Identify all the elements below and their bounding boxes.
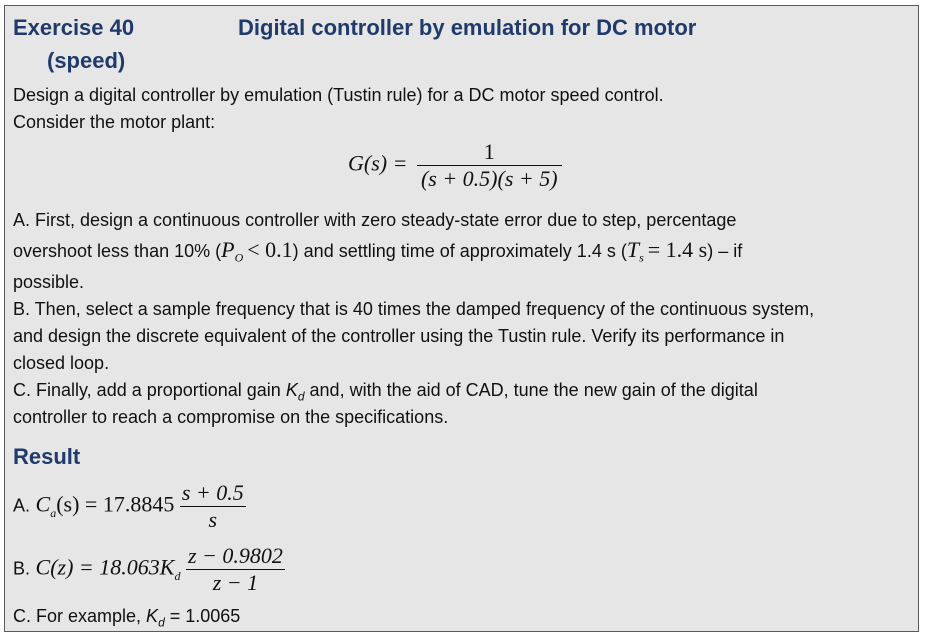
part-c-text-1: C. Finally, add a proportional gain [13,380,286,400]
part-a-text-1: overshoot less than 10% ( [13,241,222,261]
result-b-k: K [159,554,175,580]
po-condition: < 0.1 [247,237,293,262]
plant-equation [348,139,562,192]
plant-fraction [417,139,562,192]
part-c-line-2: controller to reach a compromise on the specifications. [13,407,449,427]
result-a-fraction [180,480,246,533]
kd-subscript: d [297,389,305,404]
intro-line-2: Consider the motor plant: [13,112,216,132]
plant-lhs: G(s) = [348,150,408,176]
part-a-text-3: ) – if [707,241,743,261]
po-subscript: O [234,250,244,265]
result-b-denominator: z − 1 [186,569,285,596]
part-b-line-1: B. Then, select a sample frequency that is 40 times the damped frequency of the continuous system, [13,299,815,319]
result-a-lhs: (s) = 17.8845 [56,491,175,517]
result-a-subscript: a [50,505,57,520]
result-c-line [13,606,240,630]
result-b-numerator: z − 0.9802 [187,543,283,568]
result-heading: Result [13,444,81,469]
plant-denominator: (s + 0.5)(s + 5) [417,165,562,192]
part-b-line-3: closed loop. [13,353,110,373]
plant-numerator: 1 [483,139,495,164]
result-a-denominator: s [180,506,246,533]
part-a-line-2 [13,237,742,266]
exercise-card [4,5,919,632]
result-b-subscript: d [174,568,181,583]
ts-condition: = 1.4 s [647,237,708,262]
part-b-line-2: and design the discrete equivalent of the controller using the Tustin rule. Verify its performance in [13,326,785,346]
ts-subscript: s [639,250,644,265]
result-b-fraction [186,543,285,596]
result-c-k: K [146,606,159,626]
intro-line-1: Design a digital controller by emulation (Tustin rule) for a DC motor speed control. [13,85,664,105]
result-a-equation [13,480,246,533]
result-b-lhs: C(z) = 18.063 [35,554,160,580]
result-a-c: C [35,491,51,517]
part-c-line-1 [13,380,758,404]
result-a-label: A. [13,495,31,516]
exercise-number: Exercise 40 [13,15,135,40]
result-a-numerator: s + 0.5 [181,480,244,505]
result-c-text-2: = 1.0065 [164,606,241,626]
part-a-line-3: possible. [13,272,85,292]
ts-symbol: T [626,237,640,262]
part-a-text-2: ) and settling time of approximately 1.4 s ( [292,241,627,261]
result-b-label: B. [13,558,31,579]
po-symbol: P [221,237,235,262]
kd-symbol: K [285,380,298,400]
part-a-line-1: A. First, design a continuous controller with zero steady-state error due to step, percentage [13,210,737,230]
exercise-title-continued: (speed) [47,48,126,73]
result-c-subscript: d [158,615,165,630]
result-c-text-1: C. For example, [13,606,147,626]
part-c-text-2: and, with the aid of CAD, tune the new gain of the digital [304,380,758,400]
result-b-equation [13,543,285,596]
exercise-title: Digital controller by emulation for DC motor [238,15,697,40]
